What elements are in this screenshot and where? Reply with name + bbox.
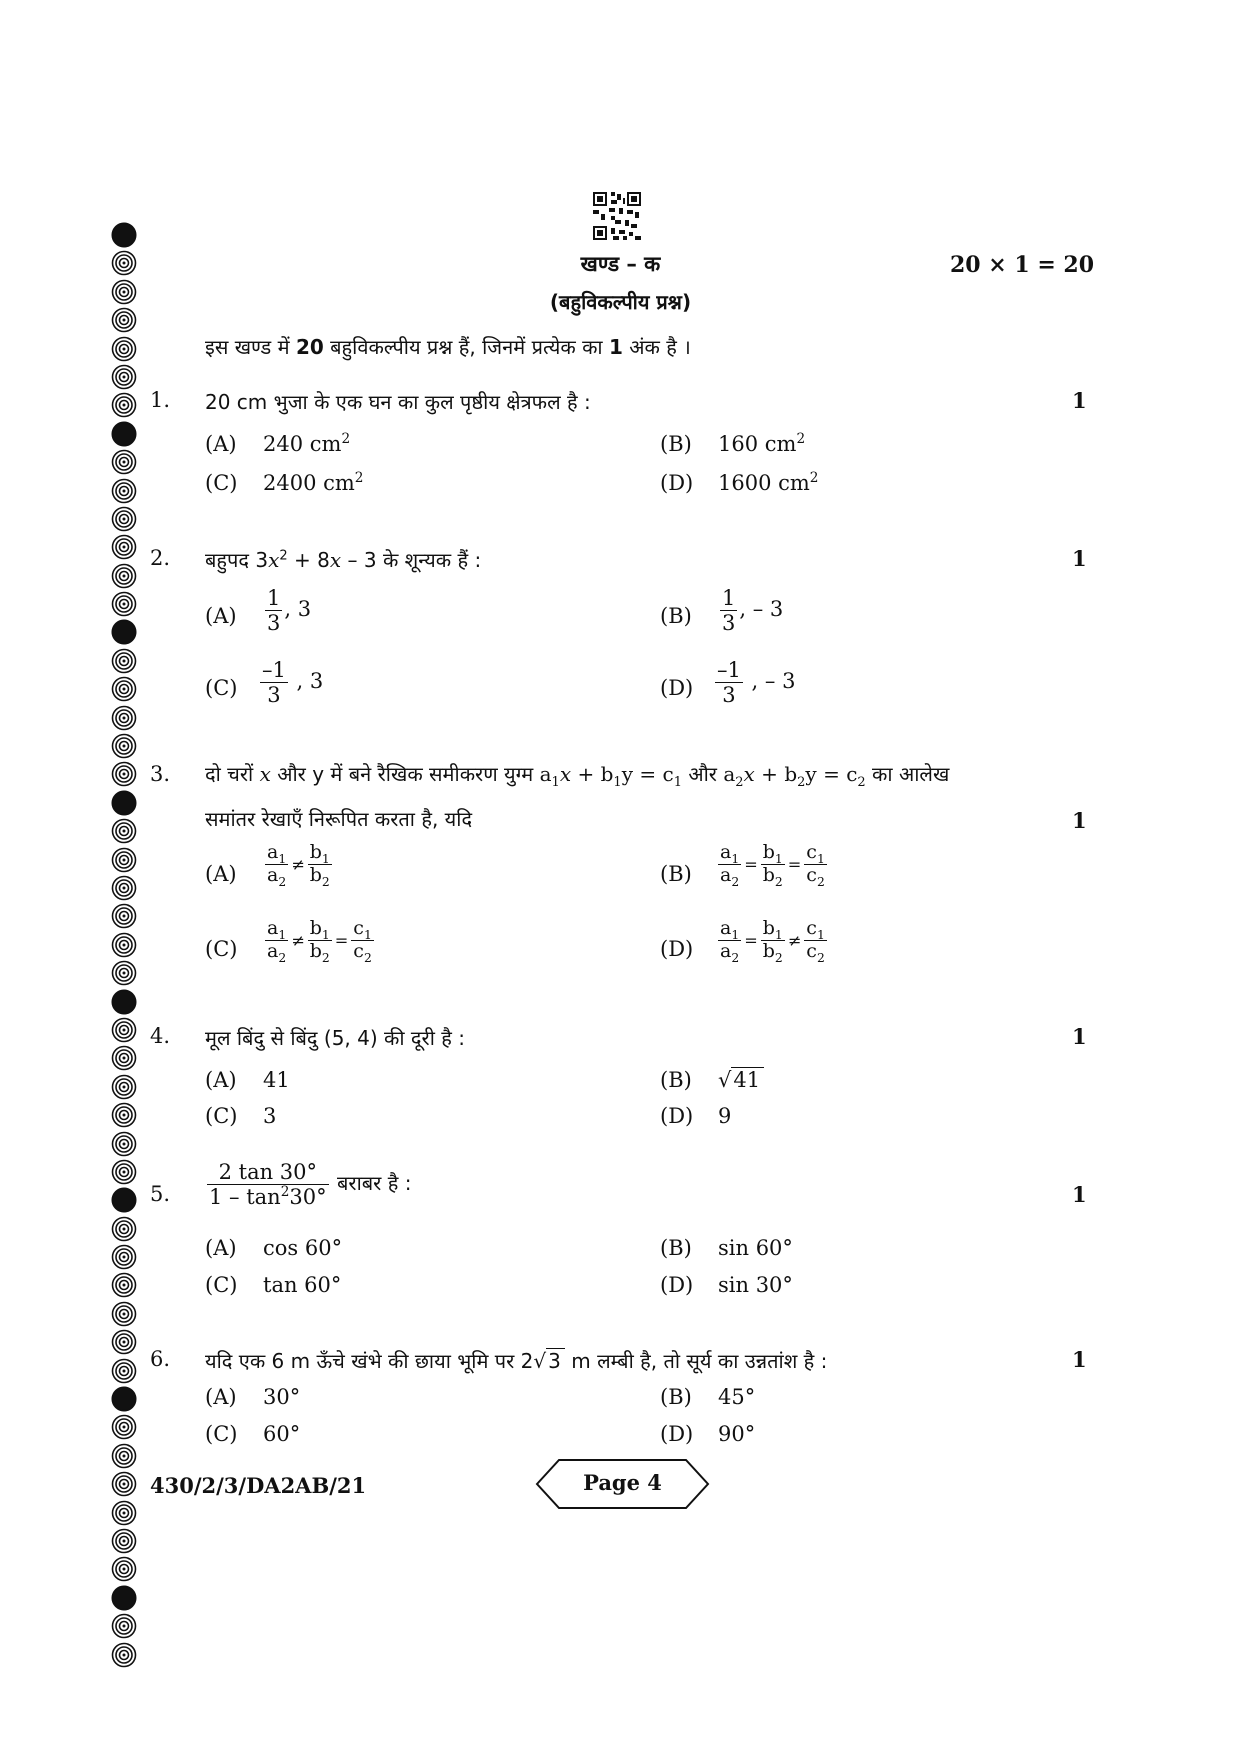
- question-marks: 1: [1072, 1182, 1087, 1207]
- solid-circle-icon: [111, 989, 137, 1015]
- section-instructions: इस खण्ड में 20 बहुविकल्पीय प्रश्न हैं, जिनमें प्रत्येक का 1 अंक है ।: [205, 335, 691, 359]
- option-value: 30°: [263, 1385, 301, 1409]
- option-label: (A): [205, 1068, 237, 1092]
- option-label: (B): [660, 432, 692, 456]
- concentric-circle-icon: [111, 847, 137, 873]
- question-number: 1.: [150, 388, 171, 412]
- option-value: 9: [718, 1104, 732, 1128]
- question-marks: 1: [1072, 546, 1087, 571]
- question-number: 6.: [150, 1347, 171, 1371]
- concentric-circle-icon: [111, 1045, 137, 1071]
- option-value: 160 $cm^2$: [718, 431, 806, 456]
- concentric-circle-icon: [111, 1159, 137, 1185]
- section-title: खण्ड – क: [580, 252, 661, 276]
- option-value: $\frac{a_1}{a_2}$ = $\frac{b_1}{b_2}$ = $\frac{c_1}{c_2}$: [720, 841, 825, 889]
- option-label: (A): [205, 1236, 237, 1260]
- option-value: $\frac{-1}{3}$ , 3: [262, 658, 324, 708]
- option-value: sin 30°: [718, 1273, 793, 1297]
- concentric-circle-icon: [111, 364, 137, 390]
- option-label: (A): [205, 862, 237, 886]
- margin-rings: [111, 222, 139, 1670]
- option-label: (C): [205, 471, 238, 495]
- question-text: 20 cm भुजा के एक घन का कुल पृष्ठीय क्षेत्रफल है :: [205, 390, 591, 414]
- concentric-circle-icon: [111, 1642, 137, 1668]
- solid-circle-icon: [111, 421, 137, 447]
- option-value: 2400 $cm^2$: [263, 470, 364, 495]
- option-label: (D): [660, 1273, 694, 1297]
- qr-code-icon: [591, 190, 643, 242]
- question-text-line-2: समांतर रेखाएँ निरूपित करता है, यदि: [205, 807, 473, 831]
- question-number: 5.: [150, 1182, 171, 1206]
- concentric-circle-icon: [111, 1414, 137, 1440]
- concentric-circle-icon: [111, 1443, 137, 1469]
- concentric-circle-icon: [111, 336, 137, 362]
- option-value: 90°: [718, 1422, 756, 1446]
- solid-circle-icon: [111, 619, 137, 645]
- option-value: 3: [263, 1104, 277, 1128]
- option-label: (D): [660, 471, 694, 495]
- concentric-circle-icon: [111, 932, 137, 958]
- question-number: 3.: [150, 762, 171, 786]
- concentric-circle-icon: [111, 1244, 137, 1270]
- option-label: (C): [205, 1422, 238, 1446]
- concentric-circle-icon: [111, 676, 137, 702]
- option-label: (C): [205, 676, 238, 700]
- option-label: (B): [660, 862, 692, 886]
- concentric-circle-icon: [111, 761, 137, 787]
- question-number: 2.: [150, 546, 171, 570]
- option-label: (B): [660, 1068, 692, 1092]
- option-label: (B): [660, 604, 692, 628]
- concentric-circle-icon: [111, 1216, 137, 1242]
- concentric-circle-icon: [111, 1500, 137, 1526]
- option-label: (B): [660, 1236, 692, 1260]
- option-label: (A): [205, 432, 237, 456]
- question-text: यदि एक 6 m ऊँचे खंभे की छाया भूमि पर 2√ 3 m लम्बी है, तो सूर्य का उन्नतांश है :: [205, 1349, 828, 1373]
- question-marks: 1: [1072, 808, 1087, 833]
- concentric-circle-icon: [111, 1131, 137, 1157]
- concentric-circle-icon: [111, 1272, 137, 1298]
- option-value: $\frac{a_1}{a_2}$ = $\frac{b_1}{b_2}$ ≠ $\frac{c_1}{c_2}$: [720, 917, 825, 965]
- concentric-circle-icon: [111, 591, 137, 617]
- option-label: (D): [660, 1422, 694, 1446]
- question-text: मूल बिंदु से बिंदु (5, 4) की दूरी है :: [205, 1026, 465, 1050]
- concentric-circle-icon: [111, 1074, 137, 1100]
- option-value: 1600 $cm^2$: [718, 470, 819, 495]
- option-label: (C): [205, 1273, 238, 1297]
- option-label: (C): [205, 937, 238, 961]
- concentric-circle-icon: [111, 875, 137, 901]
- concentric-circle-icon: [111, 1329, 137, 1355]
- option-value: cos 60°: [263, 1236, 343, 1260]
- option-label: (D): [660, 676, 694, 700]
- question-marks: 1: [1072, 1347, 1087, 1372]
- concentric-circle-icon: [111, 648, 137, 674]
- concentric-circle-icon: [111, 534, 137, 560]
- concentric-circle-icon: [111, 818, 137, 844]
- concentric-circle-icon: [111, 392, 137, 418]
- option-value: $\frac{1}{3}$ , 3: [267, 586, 312, 636]
- option-label: (B): [660, 1385, 692, 1409]
- solid-circle-icon: [111, 1187, 137, 1213]
- option-value: $\frac{a_1}{a_2}$ ≠ $\frac{b_1}{b_2}$: [267, 841, 330, 889]
- concentric-circle-icon: [111, 733, 137, 759]
- concentric-circle-icon: [111, 563, 137, 589]
- solid-circle-icon: [111, 1585, 137, 1611]
- option-value: $\frac{-1}{3}$ , – 3: [717, 658, 796, 708]
- question-marks: 1: [1072, 1024, 1087, 1049]
- option-label: (D): [660, 1104, 694, 1128]
- section-marks: 20 × 1 = 20: [950, 252, 1095, 278]
- paper-code: 430/2/3/DA2AB/21: [150, 1473, 367, 1498]
- question-number: 4.: [150, 1024, 171, 1048]
- option-value: tan 60°: [263, 1273, 342, 1297]
- solid-circle-icon: [111, 790, 137, 816]
- section-subtitle: (बहुविकल्पीय प्रश्न): [549, 290, 692, 314]
- concentric-circle-icon: [111, 478, 137, 504]
- option-label: (A): [205, 604, 237, 628]
- question-marks: 1: [1072, 388, 1087, 413]
- option-value: √41: [718, 1068, 764, 1092]
- concentric-circle-icon: [111, 1613, 137, 1639]
- concentric-circle-icon: [111, 449, 137, 475]
- option-value: 41: [263, 1068, 290, 1092]
- concentric-circle-icon: [111, 506, 137, 532]
- question-text: $\frac{2 \tan 30^\circ}{1 - \tan^230^\circ}$ बराबर है :: [209, 1160, 412, 1210]
- question-text: बहुपद $3x^2 + 8x - 3$ के शून्यक हैं :: [205, 548, 482, 572]
- question-text: दो चरों x और y में बने रैखिक समीकरण युग्म $a_1x + b_1y = c_1$ और $a_2x + b_2y = c_2$ का आलेख: [205, 762, 950, 790]
- page-label: Page 4: [583, 1470, 662, 1495]
- concentric-circle-icon: [111, 1102, 137, 1128]
- concentric-circle-icon: [111, 1301, 137, 1327]
- concentric-circle-icon: [111, 1358, 137, 1384]
- page-number-badge: [535, 1458, 710, 1510]
- concentric-circle-icon: [111, 960, 137, 986]
- option-label: (C): [205, 1104, 238, 1128]
- option-value: 60°: [263, 1422, 301, 1446]
- concentric-circle-icon: [111, 1471, 137, 1497]
- option-value: 45°: [718, 1385, 756, 1409]
- solid-circle-icon: [111, 222, 137, 248]
- option-value: $\frac{1}{3}$ , – 3: [722, 586, 784, 636]
- option-label: (D): [660, 937, 694, 961]
- option-label: (A): [205, 1385, 237, 1409]
- concentric-circle-icon: [111, 705, 137, 731]
- solid-circle-icon: [111, 1386, 137, 1412]
- option-value: 240 $cm^2$: [263, 431, 351, 456]
- concentric-circle-icon: [111, 903, 137, 929]
- concentric-circle-icon: [111, 1556, 137, 1582]
- concentric-circle-icon: [111, 1528, 137, 1554]
- option-value: sin 60°: [718, 1236, 793, 1260]
- concentric-circle-icon: [111, 1017, 137, 1043]
- option-value: $\frac{a_1}{a_2}$ ≠ $\frac{b_1}{b_2}$ = $\frac{c_1}{c_2}$: [267, 917, 372, 965]
